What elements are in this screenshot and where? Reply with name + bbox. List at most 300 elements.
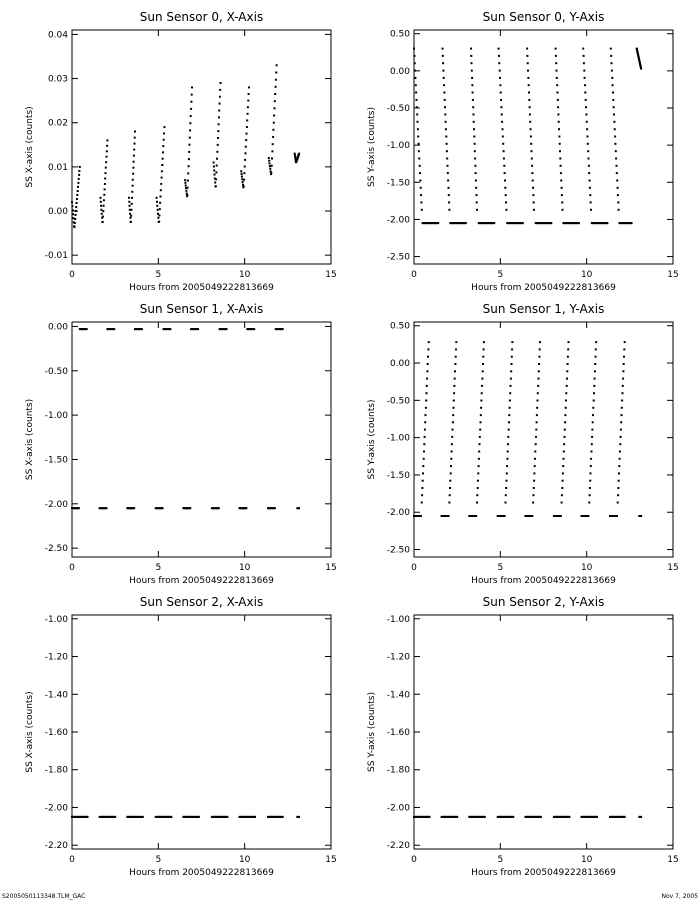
data-point: [561, 194, 563, 196]
y-tick-label: -2.00: [386, 508, 410, 519]
data-point: [157, 209, 159, 211]
data-point: [298, 507, 300, 509]
data-point: [74, 218, 76, 220]
data-point: [503, 165, 505, 167]
data-point: [427, 356, 429, 358]
data-point: [498, 48, 500, 50]
data-point: [159, 202, 161, 204]
data-point: [422, 465, 424, 467]
data-point: [413, 48, 415, 50]
data-point: [443, 92, 445, 94]
data-series: [71, 328, 300, 509]
data-point: [498, 55, 500, 57]
data-point: [160, 189, 162, 191]
data-point: [247, 113, 249, 115]
data-point: [532, 187, 534, 189]
data-point: [616, 172, 618, 174]
data-point: [534, 451, 536, 453]
data-point: [426, 378, 428, 380]
data-point: [588, 172, 590, 174]
data-point: [613, 106, 615, 108]
data-point: [420, 201, 422, 203]
plot-frame: [72, 322, 331, 557]
data-point: [536, 421, 538, 423]
data-point: [453, 385, 455, 387]
data-point: [77, 190, 79, 192]
y-tick-label: -2.00: [44, 499, 68, 510]
data-point: [103, 194, 105, 196]
y-axis-label: SS X-axis (counts): [25, 691, 35, 773]
data-point: [477, 480, 479, 482]
data-point: [592, 407, 594, 409]
x-tick-label: 0: [69, 563, 75, 573]
y-tick-label: -1.50: [44, 455, 68, 466]
data-point: [583, 55, 585, 57]
data-point: [216, 151, 218, 153]
data-point: [588, 502, 590, 504]
data-point: [502, 143, 504, 145]
data-point: [506, 458, 508, 460]
data-point: [425, 400, 427, 402]
data-point: [241, 176, 243, 178]
data-point: [274, 107, 276, 109]
data-point: [555, 48, 557, 50]
y-tick-label: -1.80: [44, 765, 68, 776]
data-point: [562, 465, 564, 467]
data-point: [414, 62, 416, 64]
data-point: [100, 197, 102, 199]
data-point: [512, 816, 514, 818]
data-point: [106, 145, 108, 147]
data-point: [425, 414, 427, 416]
data-point: [113, 328, 115, 330]
data-point: [417, 121, 419, 123]
data-point: [504, 187, 506, 189]
data-point: [483, 341, 485, 343]
data-point: [442, 48, 444, 50]
data-point: [595, 341, 597, 343]
data-point: [422, 472, 424, 474]
data-point: [132, 179, 134, 181]
data-point: [282, 816, 284, 818]
x-tick-label: 5: [155, 563, 162, 573]
data-point: [78, 507, 80, 509]
data-point: [619, 451, 621, 453]
data-point: [499, 84, 501, 86]
data-point: [217, 144, 219, 146]
data-point: [417, 136, 419, 138]
data-point: [590, 201, 592, 203]
data-point: [585, 106, 587, 108]
data-point: [106, 507, 108, 509]
data-point: [617, 187, 619, 189]
data-series: [413, 48, 642, 225]
y-tick-label: -2.50: [386, 252, 410, 263]
data-point: [214, 182, 216, 184]
data-point: [623, 363, 625, 365]
data-point: [621, 414, 623, 416]
data-point: [565, 392, 567, 394]
data-point: [507, 436, 509, 438]
data-point: [268, 160, 270, 162]
data-point: [589, 480, 591, 482]
data-point: [584, 77, 586, 79]
data-point: [451, 436, 453, 438]
x-axis-label: Hours from 2005049222813669: [129, 576, 274, 586]
data-point: [414, 77, 416, 79]
data-point: [133, 507, 135, 509]
data-point: [473, 136, 475, 138]
data-point: [556, 84, 558, 86]
x-tick-label: 10: [238, 270, 251, 280]
data-point: [480, 407, 482, 409]
data-point: [423, 451, 425, 453]
data-point: [448, 201, 450, 203]
data-point: [452, 414, 454, 416]
data-point: [75, 210, 77, 212]
data-series: [413, 816, 642, 818]
data-point: [218, 110, 220, 112]
data-point: [187, 172, 189, 174]
data-point: [612, 99, 614, 101]
y-tick-label: -1.50: [386, 470, 410, 481]
data-point: [419, 172, 421, 174]
data-point: [71, 205, 73, 207]
data-point: [248, 93, 250, 95]
data-point: [563, 443, 565, 445]
data-point: [640, 68, 642, 70]
data-point: [190, 108, 192, 110]
data-point: [455, 348, 457, 350]
data-series: [71, 64, 300, 228]
data-point: [245, 139, 247, 141]
data-point: [78, 170, 80, 172]
data-point: [274, 507, 276, 509]
data-point: [444, 114, 446, 116]
data-point: [612, 84, 614, 86]
y-tick-label: -1.00: [44, 411, 68, 422]
data-point: [540, 816, 542, 818]
data-point: [298, 816, 300, 818]
data-point: [590, 209, 592, 211]
y-axis-label: SS X-axis (counts): [25, 106, 35, 188]
x-tick-label: 5: [497, 855, 504, 865]
data-point: [162, 145, 164, 147]
data-point: [271, 150, 273, 152]
data-point: [558, 136, 560, 138]
data-point: [420, 515, 422, 517]
data-point: [449, 487, 451, 489]
data-point: [75, 214, 77, 216]
data-point: [484, 816, 486, 818]
data-point: [471, 62, 473, 64]
data-point: [425, 407, 427, 409]
data-point: [613, 121, 615, 123]
data-point: [582, 48, 584, 50]
data-point: [218, 507, 220, 509]
data-point: [421, 494, 423, 496]
y-tick-label: -2.00: [44, 803, 68, 814]
data-point: [445, 121, 447, 123]
data-point: [475, 187, 477, 189]
data-point: [505, 502, 507, 504]
data-point: [418, 150, 420, 152]
data-point: [589, 187, 591, 189]
data-point: [474, 143, 476, 145]
data-point: [442, 55, 444, 57]
data-point: [216, 158, 218, 160]
data-point: [162, 151, 164, 153]
data-point: [473, 121, 475, 123]
data-point: [424, 429, 426, 431]
data-point: [615, 158, 617, 160]
data-point: [591, 451, 593, 453]
data-point: [156, 201, 158, 203]
data-point: [448, 187, 450, 189]
data-point: [426, 392, 428, 394]
data-point: [160, 196, 162, 198]
data-point: [273, 122, 275, 124]
data-point: [79, 166, 81, 168]
data-point: [473, 128, 475, 130]
data-point: [452, 421, 454, 423]
data-point: [163, 132, 165, 134]
data-point: [500, 106, 502, 108]
data-point: [219, 89, 221, 91]
data-point: [142, 816, 144, 818]
data-point: [213, 162, 215, 164]
data-point: [539, 341, 541, 343]
data-point: [590, 458, 592, 460]
y-tick-label: 0.50: [389, 321, 410, 332]
data-point: [134, 137, 136, 139]
data-point: [421, 487, 423, 489]
data-point: [72, 217, 74, 219]
data-point: [104, 178, 106, 180]
data-point: [474, 158, 476, 160]
data-point: [272, 143, 274, 145]
data-point: [533, 480, 535, 482]
data-point: [188, 151, 190, 153]
data-point: [617, 201, 619, 203]
data-point: [184, 182, 186, 184]
data-point: [437, 222, 439, 224]
data-point: [559, 158, 561, 160]
data-point: [509, 400, 511, 402]
data-point: [617, 194, 619, 196]
data-point: [472, 106, 474, 108]
x-tick-label: 5: [155, 270, 162, 280]
data-point: [282, 328, 284, 330]
x-tick-label: 15: [667, 855, 679, 865]
data-point: [508, 414, 510, 416]
data-point: [103, 199, 105, 201]
data-point: [156, 205, 158, 207]
data-point: [562, 480, 564, 482]
data-point: [587, 136, 589, 138]
data-point: [527, 70, 529, 72]
data-point: [449, 480, 451, 482]
data-point: [253, 328, 255, 330]
data-point: [429, 816, 431, 818]
data-point: [442, 62, 444, 64]
data-point: [102, 221, 104, 223]
x-tick-label: 10: [238, 855, 251, 865]
data-point: [476, 194, 478, 196]
data-point: [478, 451, 480, 453]
data-point: [419, 180, 421, 182]
data-point: [560, 165, 562, 167]
data-point: [527, 77, 529, 79]
data-point: [511, 363, 513, 365]
chart-title: Sun Sensor 2, X-Axis: [139, 595, 264, 609]
data-point: [455, 356, 457, 358]
data-point: [133, 149, 135, 151]
data-point: [590, 472, 592, 474]
data-point: [188, 158, 190, 160]
data-point: [504, 515, 506, 517]
data-point: [589, 194, 591, 196]
data-point: [481, 385, 483, 387]
data-point: [482, 363, 484, 365]
data-point: [561, 201, 563, 203]
y-tick-label: -2.50: [386, 545, 410, 556]
y-tick-label: -1.00: [386, 141, 410, 152]
data-point: [585, 114, 587, 116]
data-point: [506, 465, 508, 467]
data-point: [611, 62, 613, 64]
data-point: [246, 126, 248, 128]
data-point: [500, 99, 502, 101]
data-point: [560, 515, 562, 517]
data-point: [589, 180, 591, 182]
data-point: [522, 222, 524, 224]
data-point: [593, 385, 595, 387]
data-point: [561, 502, 563, 504]
data-point: [584, 92, 586, 94]
data-point: [185, 190, 187, 192]
chart-title: Sun Sensor 1, Y-Axis: [482, 302, 605, 316]
data-point: [189, 507, 191, 509]
data-point: [100, 201, 102, 203]
data-point: [531, 172, 533, 174]
data-point: [421, 209, 423, 211]
data-point: [465, 222, 467, 224]
x-axis-label: Hours from 2005049222813669: [471, 576, 616, 586]
data-point: [614, 136, 616, 138]
data-point: [197, 328, 199, 330]
data-point: [509, 407, 511, 409]
data-point: [475, 515, 477, 517]
data-point: [594, 378, 596, 380]
y-tick-label: -2.20: [386, 841, 410, 852]
data-point: [559, 143, 561, 145]
data-point: [161, 170, 163, 172]
data-point: [131, 191, 133, 193]
data-point: [565, 407, 567, 409]
chart-panel-4: [25, 595, 337, 878]
data-point: [102, 216, 104, 218]
data-point: [187, 187, 189, 189]
data-point: [557, 99, 559, 101]
y-tick-label: -2.20: [44, 841, 68, 852]
data-point: [618, 209, 620, 211]
data-point: [424, 421, 426, 423]
data-point: [213, 166, 215, 168]
data-point: [535, 436, 537, 438]
data-point: [219, 103, 221, 105]
data-point: [536, 414, 538, 416]
x-axis-label: Hours from 2005049222813669: [129, 283, 274, 293]
data-point: [132, 185, 134, 187]
x-axis-label: Hours from 2005049222813669: [471, 868, 616, 878]
data-point: [72, 209, 74, 211]
data-point: [274, 93, 276, 95]
data-point: [507, 443, 509, 445]
data-point: [563, 458, 565, 460]
footer-date: Nov 7, 2005: [661, 893, 698, 900]
y-tick-label: 0.03: [47, 74, 68, 85]
data-point: [106, 139, 108, 141]
data-point: [502, 128, 504, 130]
data-point: [561, 187, 563, 189]
data-point: [564, 414, 566, 416]
data-point: [101, 213, 103, 215]
data-point: [511, 341, 513, 343]
data-point: [448, 194, 450, 196]
data-point: [531, 515, 533, 517]
data-point: [246, 119, 248, 121]
data-point: [555, 62, 557, 64]
data-point: [493, 222, 495, 224]
data-point: [184, 179, 186, 181]
data-point: [510, 378, 512, 380]
data-point: [213, 170, 215, 172]
data-point: [416, 114, 418, 116]
data-point: [473, 114, 475, 116]
data-point: [160, 183, 162, 185]
data-point: [188, 165, 190, 167]
data-point: [100, 205, 102, 207]
data-point: [584, 84, 586, 86]
data-point: [105, 167, 107, 169]
data-point: [77, 186, 79, 188]
data-point: [587, 515, 589, 517]
data-point: [443, 84, 445, 86]
y-tick-label: -1.60: [44, 728, 68, 738]
data-point: [561, 494, 563, 496]
data-point: [218, 123, 220, 125]
data-point: [567, 363, 569, 365]
data-point: [594, 370, 596, 372]
data-point: [130, 215, 132, 217]
data-point: [471, 84, 473, 86]
data-point: [243, 185, 245, 187]
data-point: [451, 451, 453, 453]
data-point: [448, 209, 450, 211]
data-point: [447, 165, 449, 167]
chart-panel-2: [25, 302, 337, 586]
plot-frame: [72, 615, 331, 849]
data-point: [444, 99, 446, 101]
data-point: [243, 179, 245, 181]
data-point: [506, 480, 508, 482]
x-tick-label: 0: [69, 855, 75, 865]
data-point: [444, 106, 446, 108]
data-point: [533, 209, 535, 211]
data-point: [611, 77, 613, 79]
data-point: [248, 86, 250, 88]
